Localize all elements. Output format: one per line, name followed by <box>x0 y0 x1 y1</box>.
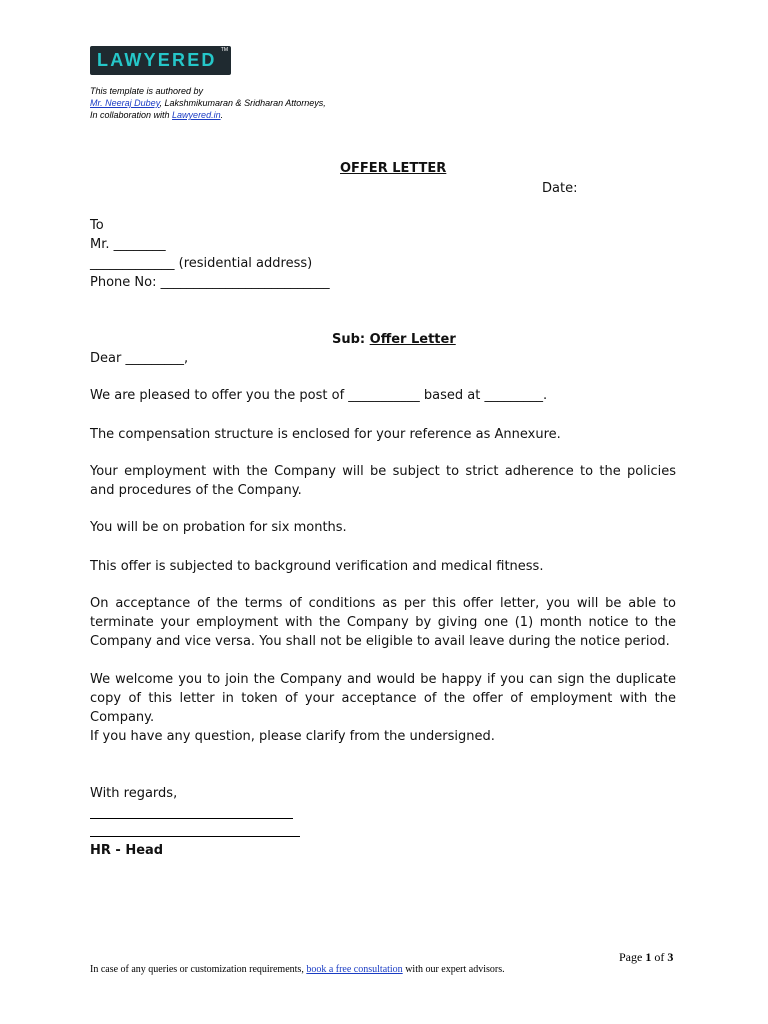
address-phone: Phone No: __________________________ <box>90 275 330 290</box>
subject-line <box>332 330 456 349</box>
page-current: 1 <box>645 950 652 964</box>
closing: With regards, <box>90 786 178 801</box>
logo-trademark: TM <box>220 47 228 53</box>
paragraph-policies: Your employment with the Company will be subject to strict adherence to the policies and procedures of the Company. <box>90 464 676 498</box>
paragraph-probation: You will be on probation for six months. <box>90 520 347 535</box>
footer-prefix: In case of any queries or customization requirements, <box>90 964 307 975</box>
footer-note <box>90 964 505 975</box>
paragraph-welcome: We welcome you to join the Company and would be happy if you can sign the duplicate copy of this letter in token of your acceptance of the offer of employment with the Company. <box>90 672 676 725</box>
paragraph-compensation: The compensation structure is enclosed for your reference as Annexure. <box>90 427 561 442</box>
author-link[interactable]: Mr. Neeraj Dubey <box>90 98 160 108</box>
page-number <box>619 950 673 965</box>
lawyered-site-link[interactable]: Lawyered.in <box>172 110 221 120</box>
page-sep: of <box>651 950 668 964</box>
document-title: OFFER LETTER <box>340 161 447 176</box>
author-note-line2 <box>90 97 326 109</box>
signature-line-2 <box>90 836 300 837</box>
paragraph-termination: On acceptance of the terms of conditions as per this offer letter, you will be able to terminate your employment with the Company by giving one (1) month notice to the Company and vice versa. You shall not be eligible to avail leave during the notice period. <box>90 596 676 649</box>
page-prefix: Page <box>619 950 646 964</box>
author-note-line3 <box>90 109 326 121</box>
page-total: 3 <box>667 950 674 964</box>
book-consultation-link[interactable]: book a free consultation <box>306 964 403 975</box>
author-note <box>90 85 326 121</box>
salutation: Dear _________, <box>90 351 189 366</box>
footer-suffix: with our expert advisors. <box>402 964 505 975</box>
lawyered-logo[interactable] <box>90 46 231 75</box>
signatory-title: HR - Head <box>90 843 164 858</box>
paragraph-verification: This offer is subjected to background verification and medical fitness. <box>90 559 544 574</box>
address-to: To <box>90 218 104 233</box>
logo-wordmark: LAWYERED <box>97 50 217 70</box>
subject-prefix: Sub: <box>332 332 370 347</box>
collab-suffix: . <box>220 110 224 120</box>
date-label: Date: <box>542 181 578 196</box>
paragraph-post: We are pleased to offer you the post of ___________ based at _________. <box>90 388 548 403</box>
signature-line-1 <box>90 818 293 819</box>
address-residential: _____________ (residential address) <box>90 256 313 271</box>
author-firm: , Lakshmikumaran & Sridharan Attorneys, <box>159 98 326 108</box>
subject-text: Offer Letter <box>369 332 456 347</box>
author-note-line1: This template is authored by <box>90 86 204 96</box>
paragraph-questions: If you have any question, please clarify from the undersigned. <box>90 729 495 744</box>
collab-prefix: In collaboration with <box>90 110 173 120</box>
address-mr: Mr. ________ <box>90 237 166 252</box>
